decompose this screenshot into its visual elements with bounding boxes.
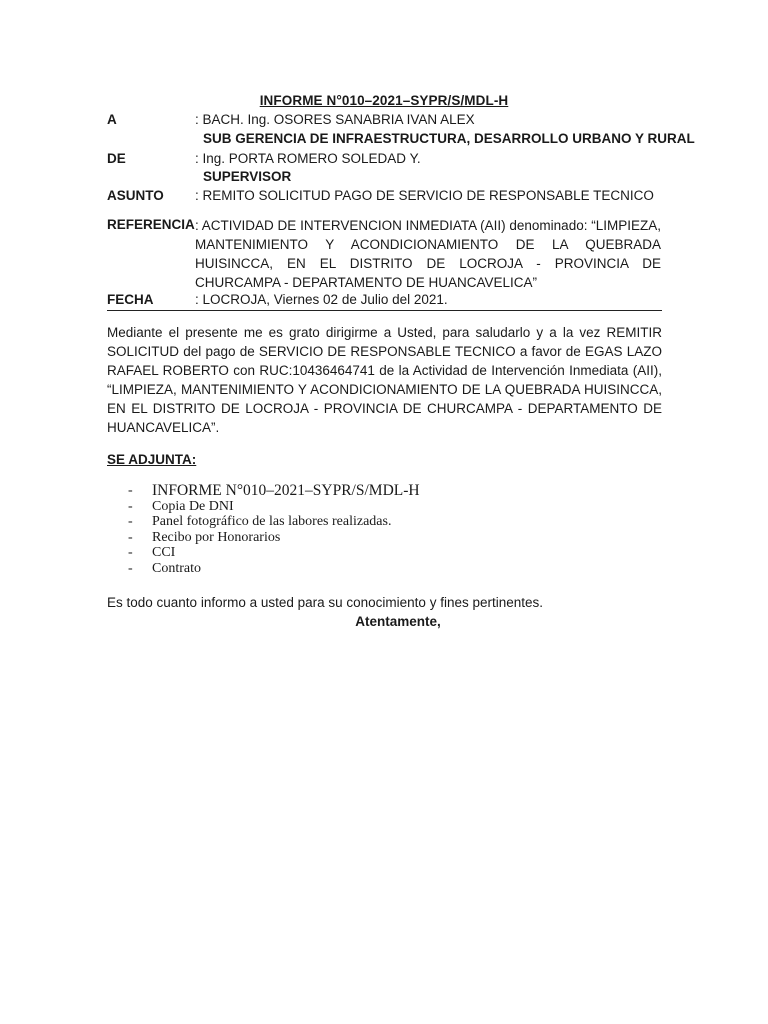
header-reference: : ACTIVIDAD DE INTERVENCION INMEDIATA (AII) denominado: “LIMPIEZA, MANTENIMIENTO Y ACONDICIONAMIENTO DE LA QUEBRADA HUISINCCA, EN EL DISTRITO DE LOCROJA - PROVINCIA DE CHURCAMPA - DEPARTAMENTO DE HUANCAVELICA” bbox=[195, 218, 661, 290]
header-sender-role: SUPERVISOR bbox=[203, 169, 292, 184]
header-label-a: A bbox=[107, 112, 117, 127]
header-label-asunto: ASUNTO bbox=[107, 188, 164, 203]
header-date: : LOCROJA, Viernes 02 de Julio del 2021. bbox=[195, 292, 448, 307]
header-divider bbox=[107, 310, 662, 311]
header-label-referencia: REFERENCIA bbox=[107, 217, 195, 232]
body-paragraph: Mediante el presente me es grato dirigirme a Usted, para saludarlo y a la vez REMITIR SOLICITUD del pago de SERVICIO DE RESPONSABLE TECNICO a favor de EGAS LAZO RAFAEL ROBERTO con RUC:10436464741 de la Actividad de Intervención Inmediata (AII), “LIMPIEZA, MANTENIMIENTO Y ACONDICIONAMIENTO DE LA QUEBRADA HUISINCCA, EN EL DISTRITO DE LOCROJA - PROVINCIA DE CHURCAMPA - DEPARTAMENTO DE HUANCAVELICA”. bbox=[107, 325, 662, 435]
header-subject: : REMITO SOLICITUD PAGO DE SERVICIO DE RESPONSABLE TECNICO bbox=[195, 188, 654, 203]
closing-sentence: Es todo cuanto informo a usted para su conocimiento y fines pertinentes. bbox=[107, 595, 544, 610]
signoff: Atentamente, bbox=[355, 614, 441, 629]
header-sender: : Ing. PORTA ROMERO SOLEDAD Y. bbox=[195, 151, 421, 166]
header-recipient-department: SUB GERENCIA DE INFRAESTRUCTURA, DESARROLLO URBANO Y RURAL bbox=[203, 131, 695, 146]
header-label-de: DE bbox=[107, 151, 126, 166]
document-title: INFORME N°010–2021–SYPR/S/MDL-H bbox=[259, 93, 509, 108]
document-page: INFORME N°010–2021–SYPR/S/MDL-H A : BACH. Ing. OSORES SANABRIA IVAN ALEX SUB GERENCIA DE INFRAESTRUCTURA, DESARROLLO URBANO Y RURAL DE : Ing. PORTA ROMERO SOLEDAD Y. SUPERVISOR ASUNTO : REMITO SOLICITUD PAGO DE SERVICIO DE RESPONSABLE TECNICO REFERENCIA : ACTIVIDAD DE INTERVENCION INMEDIATA (AII) denominado: “LIMPIEZA, MANTENIMIENTO Y ACONDICIONAMIENTO DE LA QUEBRADA HUISINCCA, EN EL DISTRITO DE LOCROJA - PROVINCIA DE CHURCAMPA - DEPARTAMENTO DE HUANCAVELICA” FECHA : LOCROJA, Viernes 02 de Julio del 2021. Mediante el presente me es grato dirigirme a Usted, para saludarlo y a la vez REMITIR SOLICITUD del pago de SERVICIO DE RESPONSABLE TECNICO a favor de EGAS LAZO RAFAEL ROBERTO con RUC:10436464741 de la Actividad de Intervención Inmediata (AII), “LIMPIEZA, MANTENIMIENTO Y ACONDICIONAMIENTO DE LA QUEBRADA HUISINCCA, EN EL DISTRITO DE LOCROJA - PROVINCIA DE CHURCAMPA - DEPARTAMENTO DE HUANCAVELICA”. SE ADJUNTA: - INFORME N°010–2021–SYPR/S/MDL-H - Copia De DNI - Panel fotográfico de las labores realizadas. - Recibo por Honorarios - CCI - Contrato Es todo cuanto informo a usted para su conocimiento y fines pertinentes. Atentamente, bbox=[0, 0, 768, 1024]
attachments-heading: SE ADJUNTA: bbox=[107, 452, 197, 467]
header-recipient: : BACH. Ing. OSORES SANABRIA IVAN ALEX bbox=[195, 112, 475, 127]
header-label-fecha: FECHA bbox=[107, 292, 154, 307]
